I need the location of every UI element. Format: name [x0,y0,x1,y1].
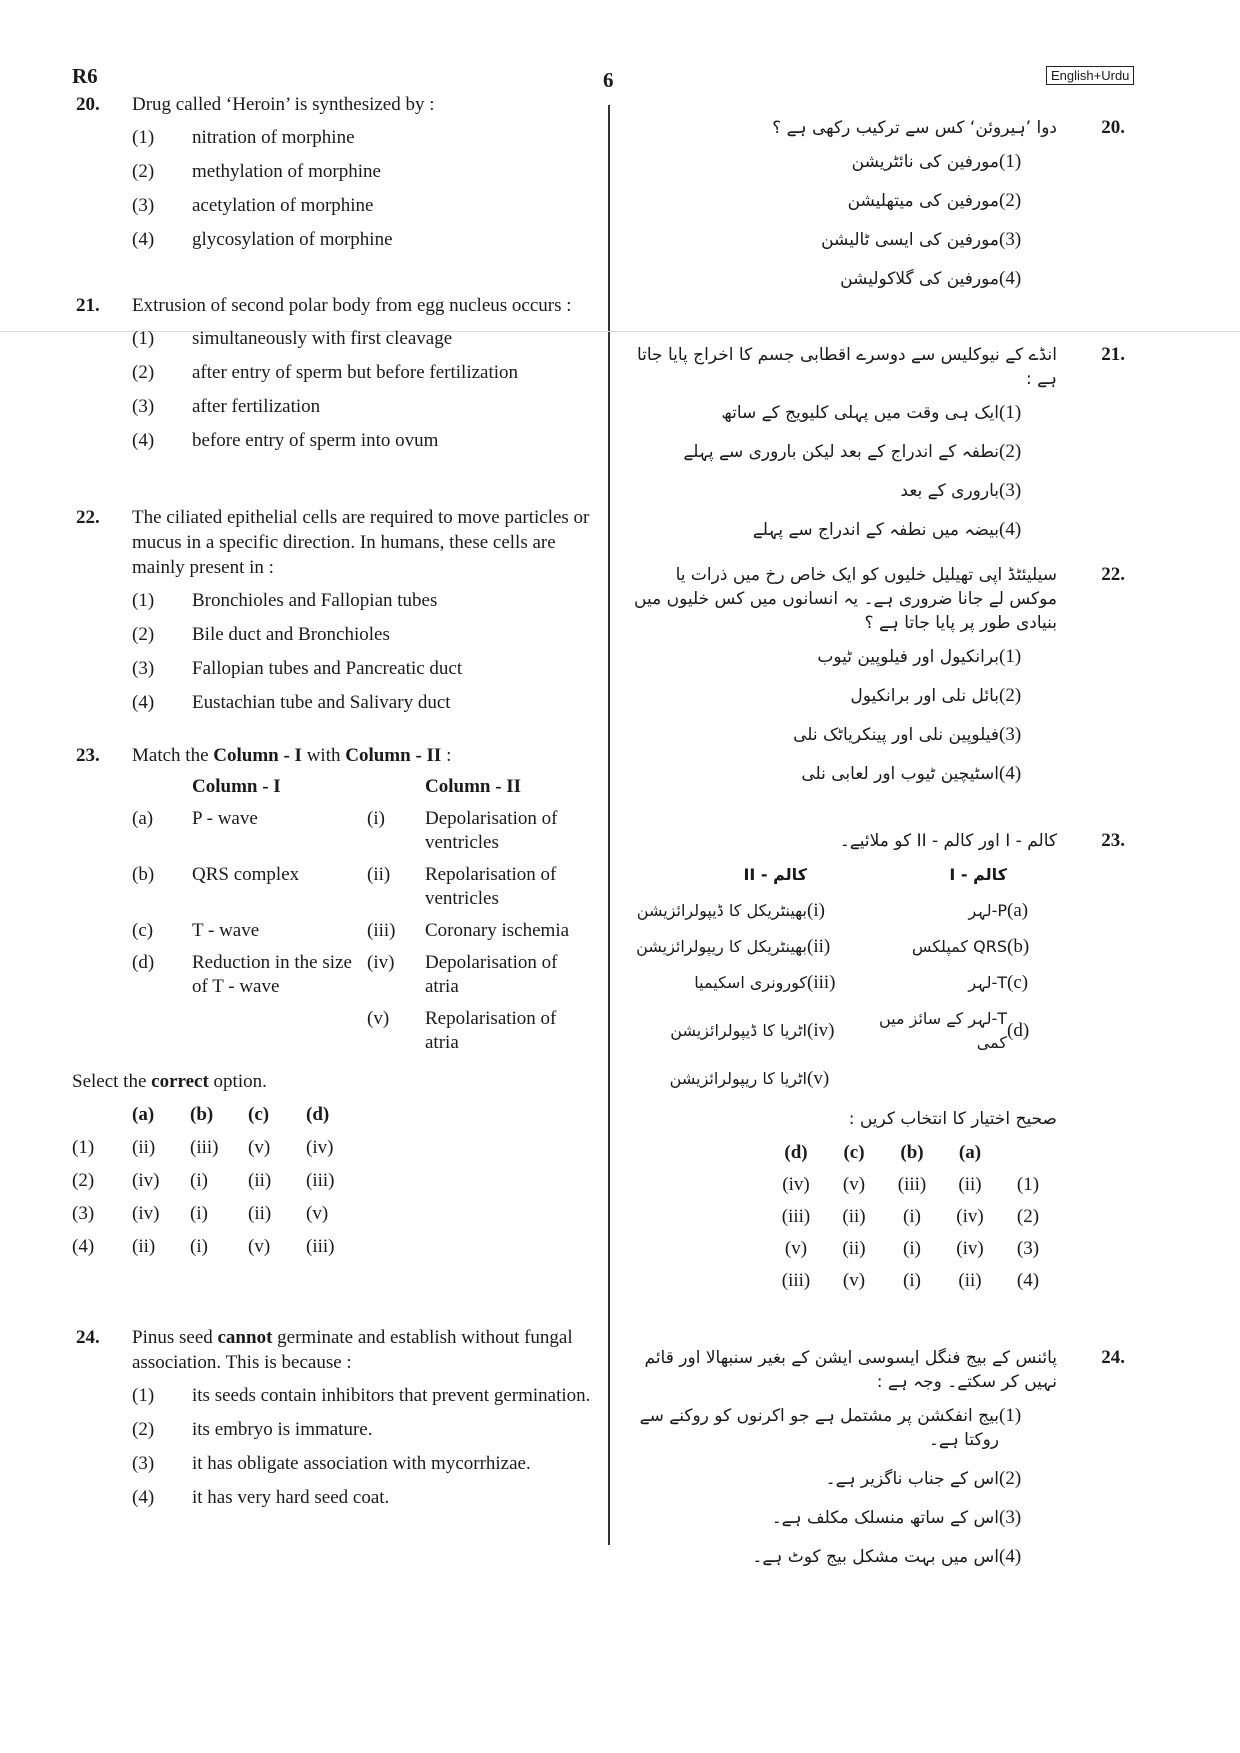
answer-row [767,1269,1057,1301]
answer-cell: (iv) [132,1203,160,1224]
answer-cell: (ii) [248,1203,272,1224]
row-roman: (v) [367,1008,390,1029]
option-text: نطفہ کے اندراج کے بعد لیکن باروری سے پہلے [683,442,999,462]
question-number: 24. [76,1327,100,1348]
answer-row [72,1234,364,1267]
option [132,326,597,351]
row-roman: (iv) [807,1020,835,1041]
paper-code: R6 [72,64,98,88]
option-list [625,645,1057,786]
option [625,1545,1057,1569]
option [132,1383,597,1408]
answer-cell: (i) [190,1203,208,1224]
option-text: Bronchioles and Fallopian tubes [192,590,438,611]
stem-text: with [301,745,346,766]
answer-number: (2) [72,1170,95,1191]
answer-cell: (iii) [781,1270,811,1291]
select-instruction [72,1069,597,1094]
option [625,1404,1057,1452]
match-table [132,774,585,1063]
column-1-header: Column - I [192,776,281,797]
urdu-question-23 [625,829,1125,1301]
column-1-item: QRS complex [192,864,300,885]
option [625,189,1057,213]
option-number: (2) [132,362,155,383]
option [132,1485,597,1510]
question-stem [132,743,597,768]
option-number: (3) [999,229,1022,250]
language-badge: English+Urdu [1046,66,1134,85]
option-text: بائل نلی اور برانکیول [850,686,999,706]
answer-cell: (ii) [132,1137,156,1158]
option-number: (1) [132,590,155,611]
option-text: مورفین کی میتھلیشن [847,191,999,211]
answer-row [72,1168,364,1201]
column-divider [608,105,610,1545]
answer-cell: (v) [784,1238,808,1259]
answer-number: (3) [1016,1238,1040,1259]
answer-cell: (v) [842,1270,866,1291]
option [132,690,597,715]
stem-text: option. [208,1071,267,1092]
column-1-item [857,1067,1007,1103]
column-1-item: T-لہر کے سائز میں کمی [878,1009,1007,1052]
question-number: 20. [76,94,100,115]
option [132,1451,597,1476]
match-row [132,919,585,951]
answer-number: (4) [1016,1270,1040,1291]
question-number: 20. [1101,117,1125,138]
match-row [132,863,585,919]
urdu-question-21 [625,343,1125,557]
column-2-item: بھینٹریکل کا ریپولرائزیشن [636,937,807,956]
option [625,228,1057,252]
answer-col-header: (a) [132,1104,155,1125]
answer-cell: (ii) [842,1206,866,1227]
option-number: (2) [132,161,155,182]
option-text: acetylation of morphine [192,195,374,216]
option-text: فیلوپین نلی اور پینکریاٹک نلی [793,725,999,745]
answer-cell: (iii) [306,1236,335,1257]
option-text: Fallopian tubes and Pancreatic duct [192,658,463,679]
row-roman: (iii) [367,920,396,941]
option-number: (1) [999,646,1022,667]
match-row [577,1067,1057,1103]
option-text: اس میں بہت مشکل بیج کوٹ ہے۔ [752,1547,999,1567]
stem-text: Select the [72,1071,152,1092]
option [625,440,1057,464]
select-instruction: صحیح اختیار کا انتخاب کریں : [848,1109,1057,1129]
option-text: after fertilization [192,396,321,417]
answer-cell: (iv) [306,1137,334,1158]
option-list [625,1404,1057,1569]
option-number: (2) [999,1468,1022,1489]
option [132,394,597,419]
question-20 [72,92,597,261]
answer-cell: (ii) [248,1170,272,1191]
answer-header [767,1141,1057,1173]
question-number: 22. [76,507,100,528]
option-number: (1) [132,1385,155,1406]
option [132,622,597,647]
option-text: methylation of morphine [192,161,381,182]
row-label [132,1007,192,1063]
stem-bold: cannot [217,1327,273,1348]
option-list [132,125,597,252]
answer-number: (3) [72,1203,95,1224]
answer-col-header: (a) [958,1142,982,1163]
question-24 [72,1325,597,1519]
answer-header [72,1102,364,1135]
option-text: اس کے ساتھ منسلک مکلف ہے۔ [771,1508,999,1528]
option-text: اسٹیچین ٹیوب اور لعابی نلی [801,764,999,784]
answer-cell: (i) [903,1206,921,1227]
option-number: (3) [132,396,155,417]
option-text: Eustachian tube and Salivary duct [192,692,451,713]
stem-text: : [441,745,452,766]
option-text: مورفین کی ایسی ٹالیشن [821,230,999,250]
option-text: its seeds contain inhibitors that prevent germination. [192,1385,591,1406]
row-roman: (v) [807,1068,830,1089]
option-text: it has very hard seed coat. [192,1487,390,1508]
option-number: (2) [999,685,1022,706]
option-text: Bile duct and Bronchioles [192,624,390,645]
option-text: ایک ہی وقت میں پہلی کلیویج کے ساتھ [721,403,999,423]
option [132,360,597,385]
match-row [577,935,1057,971]
column-2-item: Repolarisation of ventricles [425,864,557,909]
answer-col-header: (b) [190,1104,214,1125]
column-1-item: P-لہر [968,901,1007,920]
question-stem: دوا ’ہیروئن‘ کس سے ترکیب رکھی ہے ؟ [772,118,1057,138]
question-number: 21. [76,295,100,316]
column-1-item [192,1007,367,1063]
answer-col-header: (c) [843,1142,865,1163]
option-text: before entry of sperm into ovum [192,430,439,451]
answer-row [767,1173,1057,1205]
option-number: (2) [132,624,155,645]
option-number: (2) [999,441,1022,462]
option-list [132,326,597,453]
option-number: (1) [132,127,155,148]
option-text: بیضہ میں نطفہ کے اندراج سے پہلے [752,520,999,540]
answer-number: (1) [1016,1174,1040,1195]
match-header [577,863,1057,899]
match-header [132,774,585,807]
column-2-item: Depolarisation of ventricles [425,808,558,853]
urdu-question-22 [625,563,1125,801]
answer-cell: (i) [190,1170,208,1191]
match-row [577,1007,1057,1067]
match-row [132,951,585,1007]
match-table [577,863,1057,1103]
answer-col-header: (c) [248,1104,270,1125]
question-stem: کالم - I اور کالم - II کو ملائیے۔ [839,831,1057,851]
row-roman: (i) [367,808,385,829]
question-stem: پائنس کے بیج فنگل ایسوسی ایشن کے بغیر سنبھالا اور قائم نہیں کر سکتے۔ وجہ ہے : [644,1348,1057,1392]
row-label [1007,1067,1057,1103]
option-number: (4) [132,430,155,451]
option-list [625,401,1057,542]
question-number: 21. [1101,344,1125,365]
option-number: (3) [132,195,155,216]
option-number: (3) [999,480,1022,501]
option-text: its embryo is immature. [192,1419,373,1440]
option-number: (4) [132,1487,155,1508]
option-text: برانکیول اور فیلوپین ٹیوب [817,647,999,667]
stem-bold: Column - II [345,745,442,766]
row-label: (b) [132,864,155,885]
row-label: (a) [132,808,154,829]
answer-row [767,1237,1057,1269]
answer-cell: (iv) [956,1206,984,1227]
option-number: (1) [999,151,1022,172]
row-label: (c) [1007,972,1029,993]
option [625,267,1057,291]
option-number: (4) [999,763,1022,784]
option-number: (3) [132,1453,155,1474]
option-number: (4) [999,268,1022,289]
column-2-header: کالم - II [743,865,807,884]
option [132,1417,597,1442]
answer-cell: (v) [248,1137,271,1158]
column-1-item: T - wave [192,920,260,941]
row-label: (c) [132,920,154,941]
option-text: it has obligate association with mycorrhizae. [192,1453,531,1474]
question-22 [72,505,597,724]
answer-cell: (ii) [958,1174,982,1195]
answer-cell: (iv) [132,1170,160,1191]
option-number: (4) [132,692,155,713]
option [132,428,597,453]
answer-cell: (iii) [306,1170,335,1191]
question-23 [72,743,597,1267]
match-row [132,807,585,863]
option [132,227,597,252]
option [625,723,1057,747]
row-label: (a) [1007,900,1029,921]
option [132,656,597,681]
column-2-header: Column - II [425,776,522,797]
answer-col-header: (b) [900,1142,924,1163]
answer-cell: (iv) [956,1238,984,1259]
option-number: (2) [132,1419,155,1440]
option [132,159,597,184]
answer-cell: (v) [306,1203,329,1224]
column-1-item: P - wave [192,808,258,829]
stem-text: Pinus seed [132,1327,218,1348]
column-2-item: کورونری اسکیمیا [694,973,807,992]
option-number: (1) [132,328,155,349]
column-2-item: Depolarisation of atria [425,952,558,997]
column-1-header: کالم - I [949,865,1007,884]
option-text: اس کے جناب ناگزیر ہے۔ [825,1469,999,1489]
option [132,588,597,613]
column-1-item: QRS کمپلکس [911,937,1007,956]
answer-cell: (iii) [781,1206,811,1227]
option-text: after entry of sperm but before fertilization [192,362,519,383]
answer-cell: (ii) [958,1270,982,1291]
answer-cell: (v) [842,1174,866,1195]
option-text: مورفین کی گلاکولیشن [840,269,999,289]
column-2-item: Coronary ischemia [425,920,570,941]
answer-cell: (ii) [132,1236,156,1257]
option [625,1467,1057,1491]
row-label: (d) [132,952,155,973]
question-21 [72,293,597,462]
question-number: 22. [1101,564,1125,585]
page-number: 6 [603,68,614,92]
answer-row [767,1205,1057,1237]
option [625,401,1057,425]
question-stem: Drug called ‘Heroin’ is synthesized by : [132,94,435,115]
answer-cell: (iii) [190,1137,219,1158]
question-stem [132,1325,597,1375]
answer-number: (2) [1016,1206,1040,1227]
answer-table [767,1141,1057,1301]
column-2-item: اٹریا کا ڈیپولرائزیشن [670,1021,807,1040]
option-text: بیج انفکشن پر مشتمل ہے جو اکرنوں کو روکنے سے روکتا ہے۔ [639,1406,999,1450]
answer-cell: (v) [248,1236,271,1257]
answer-table [72,1102,364,1267]
option-number: (4) [132,229,155,250]
answer-row [72,1135,364,1168]
option-text: simultaneously with first cleavage [192,328,453,349]
row-roman: (iii) [807,972,836,993]
option [625,1506,1057,1530]
option [625,518,1057,542]
answer-row [72,1201,364,1234]
option [625,684,1057,708]
option-text: nitration of morphine [192,127,355,148]
urdu-question-20 [625,116,1125,306]
row-roman: (ii) [367,864,391,885]
row-roman: (i) [807,900,825,921]
option-list [132,588,597,715]
stem-text: germinate and establish without fungal association. This is because : [132,1327,573,1373]
column-2-item: اٹریا کا ریپولرائزیشن [669,1069,807,1088]
question-stem: Extrusion of second polar body from egg nucleus occurs : [132,295,572,316]
option-number: (1) [999,1405,1022,1426]
question-number: 23. [1101,830,1125,851]
match-row [577,971,1057,1007]
row-label: (b) [1007,936,1030,957]
option [132,125,597,150]
stem-bold: correct [151,1071,209,1092]
urdu-question-24 [625,1346,1125,1584]
question-stem: The ciliated epithelial cells are required to move particles or mucus in a specific direction. In humans, these cells are mainly present in : [132,507,590,578]
answer-cell: (i) [903,1270,921,1291]
option-number: (4) [999,519,1022,540]
option-number: (2) [999,190,1022,211]
answer-cell: (iii) [897,1174,927,1195]
match-row [132,1007,585,1063]
question-stem: انڈے کے نیوکلیس سے دوسرے اقطابی جسم کا اخراج پایا جاتا ہے : [636,345,1057,389]
column-1-item: Reduction in the size of T - wave [192,952,352,997]
option-text: باروری کے بعد [900,481,999,501]
question-number: 23. [76,745,100,766]
column-2-item: Repolarisation of atria [425,1008,557,1053]
match-row [577,899,1057,935]
row-label: (d) [1007,1020,1030,1041]
option [625,645,1057,669]
stem-text: Match the [132,745,214,766]
option [132,193,597,218]
option-number: (3) [999,1507,1022,1528]
option [625,762,1057,786]
question-number: 24. [1101,1347,1125,1368]
option-number: (1) [999,402,1022,423]
row-roman: (ii) [807,936,831,957]
row-roman: (iv) [367,952,395,973]
answer-cell: (i) [190,1236,208,1257]
option-number: (3) [132,658,155,679]
option [625,150,1057,174]
answer-col-header: (d) [784,1142,808,1163]
answer-number: (4) [72,1236,95,1257]
option-list [625,150,1057,291]
option [625,479,1057,503]
stem-bold: Column - I [213,745,302,766]
option-text: glycosylation of morphine [192,229,393,250]
option-list [132,1383,597,1510]
option-number: (3) [999,724,1022,745]
option-text: مورفین کی نائٹریشن [851,152,999,172]
question-stem: سیلیئٹڈ اپی تھیلیل خلیوں کو ایک خاص رخ میں ذرات یا موکس لے جانا ضروری ہے۔ یہ انسانوں میں کس خلیوں میں بنیادی طور پر پایا جاتا ہے ؟ [634,565,1057,633]
answer-cell: (ii) [842,1238,866,1259]
column-1-item: T-لہر [968,973,1007,992]
option-number: (4) [999,1546,1022,1567]
answer-number: (1) [72,1137,95,1158]
answer-col-header: (d) [306,1104,330,1125]
answer-cell: (i) [903,1238,921,1259]
column-2-item: بھینٹریکل کا ڈیپولرائزیشن [636,901,807,920]
answer-cell: (iv) [782,1174,810,1195]
